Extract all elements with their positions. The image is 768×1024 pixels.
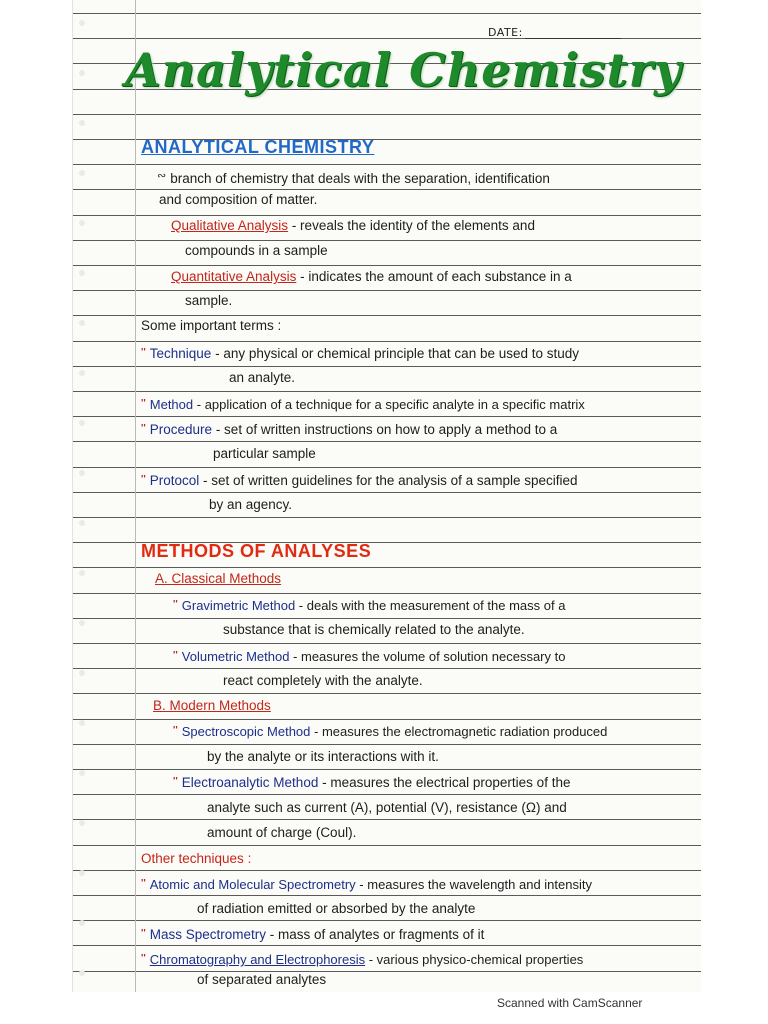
binder-hole (79, 270, 85, 276)
ruled-line (73, 971, 701, 972)
scanner-watermark: Scanned with CamScanner (497, 996, 643, 1010)
mass-spec-line (141, 923, 484, 946)
ruled-line (73, 517, 701, 518)
term-method-desc: - application of a technique for a specific analyte in a specific matrix (193, 397, 585, 412)
term-protocol-desc: - set of written guidelines for the analysis of a sample specified (199, 473, 578, 488)
ruled-line (73, 744, 701, 745)
bullet-icon: '' (173, 599, 178, 610)
spectrometry-line-2: of radiation emitted or absorbed by the analyte (197, 901, 476, 916)
electroanalytic-desc-1: - measures the electrical properties of the (318, 775, 571, 790)
mass-spec-desc: - mass of analytes or fragments of it (266, 927, 485, 942)
ruled-line (73, 769, 701, 770)
definition-text-1: branch of chemistry that deals with the separation, identification (170, 171, 550, 186)
binder-hole (79, 520, 85, 526)
term-technique-desc-2: an analyte. (229, 370, 296, 385)
definition-line-2: and composition of matter. (159, 192, 318, 207)
electroanalytic-line-3: amount of charge (Coul). (207, 825, 357, 840)
modern-methods-heading: B. Modern Methods (153, 698, 271, 713)
terms-heading: Some important terms : (141, 318, 282, 333)
term-method: Method (149, 397, 194, 412)
ruled-line (73, 114, 701, 115)
ruled-line (73, 416, 701, 417)
chromatography-term: Chromatography and Electrophoresis (149, 952, 366, 967)
binder-hole (79, 420, 85, 426)
ruled-line (73, 668, 701, 669)
quantitative-line-2: sample. (185, 293, 233, 308)
gravimetric-desc-1: - deals with the measurement of the mass of a (295, 598, 566, 613)
term-item-method (141, 393, 585, 416)
bullet-icon: '' (173, 776, 178, 787)
term-procedure: Procedure (149, 422, 213, 437)
ruled-line (73, 845, 701, 846)
ruled-line (73, 290, 701, 291)
electroanalytic-line-1 (173, 771, 570, 794)
volumetric-line-2: react completely with the analyte. (223, 673, 423, 688)
qualitative-line-2: compounds in a sample (185, 243, 328, 258)
qualitative-desc-1: - reveals the identity of the elements and (288, 218, 535, 233)
bullet-icon: '' (141, 423, 146, 434)
chromatography-desc-1: - various physico-chemical properties (365, 952, 584, 967)
spectrometry-line-1 (141, 873, 592, 896)
volumetric-desc-1: - measures the volume of solution necessary to (289, 649, 566, 664)
bullet-icon: '' (141, 474, 146, 485)
binder-hole (79, 820, 85, 826)
binder-hole (79, 470, 85, 476)
term-protocol-desc-2: by an agency. (209, 497, 293, 512)
qualitative-term: Qualitative Analysis (171, 218, 289, 233)
electroanalytic-term: Electroanalytic Method (181, 775, 319, 790)
ruled-line (73, 467, 701, 468)
ruled-line (73, 391, 701, 392)
quantitative-line-1 (171, 266, 572, 288)
date-label: DATE: (488, 26, 523, 39)
spectroscopic-line-2: by the analyte or its interactions with it. (207, 749, 439, 764)
electroanalytic-line-2: analyte such as current (A), potential (V), resistance (Ω) and (207, 800, 567, 815)
ruled-line (73, 819, 701, 820)
bullet-icon: '' (173, 725, 178, 736)
binder-hole (79, 870, 85, 876)
spectrometry-term: Atomic and Molecular Spectrometry (149, 877, 356, 892)
ruled-line (73, 441, 701, 442)
spectroscopic-desc-1: - measures the electromagnetic radiation produced (310, 724, 608, 739)
term-technique: Technique (149, 346, 212, 361)
spectrometry-desc-1: - measures the wavelength and intensity (355, 877, 592, 892)
ruled-line (73, 693, 701, 694)
binder-hole (79, 570, 85, 576)
gravimetric-line-1 (173, 594, 565, 617)
binder-hole (79, 720, 85, 726)
ruled-line (73, 366, 701, 367)
bullet-icon: '' (173, 650, 178, 661)
other-techniques-heading: Other techniques : (141, 851, 252, 866)
ruled-line (73, 240, 701, 241)
definition-line-1 (157, 165, 550, 190)
bullet-icon: '' (141, 878, 146, 889)
margin-line (135, 0, 136, 992)
binder-hole (79, 670, 85, 676)
binder-hole (79, 170, 85, 176)
quantitative-desc-1: - indicates the amount of each substance in a (296, 269, 572, 284)
term-item-procedure (141, 418, 557, 441)
term-procedure-desc-2: particular sample (213, 446, 316, 461)
ruled-line (73, 13, 701, 14)
date-blank-line (525, 38, 621, 39)
bullet-icon: '' (141, 398, 146, 409)
binder-hole (79, 620, 85, 626)
binder-hole (79, 970, 85, 976)
bullet-icon: '' (141, 347, 146, 358)
binder-hole (79, 220, 85, 226)
spectroscopic-term: Spectroscopic Method (181, 724, 311, 739)
binder-hole (79, 920, 85, 926)
term-technique-desc: - any physical or chemical principle that can be used to study (211, 346, 580, 361)
volumetric-line-1 (173, 645, 565, 668)
notebook-page (72, 0, 701, 992)
ruled-line (73, 920, 701, 921)
volumetric-term: Volumetric Method (181, 649, 290, 664)
ruled-line (73, 870, 701, 871)
binder-hole (79, 370, 85, 376)
section-heading-methods: METHODS OF ANALYSES (141, 541, 372, 561)
term-item-protocol (141, 469, 578, 492)
ruled-line (73, 492, 701, 493)
quantitative-term: Quantitative Analysis (171, 269, 297, 284)
term-procedure-desc: - set of written instructions on how to apply a method to a (212, 422, 558, 437)
term-item-technique (141, 342, 579, 365)
binder-hole (79, 70, 85, 76)
binder-hole (79, 120, 85, 126)
page-title: Analytical Chemistry (125, 43, 682, 97)
section-heading-analytical-chemistry: ANALYTICAL CHEMISTRY (141, 137, 375, 157)
gravimetric-term: Gravimetric Method (181, 598, 296, 613)
chromatography-line-2: of separated analytes (197, 972, 327, 987)
binder-hole (79, 20, 85, 26)
spectroscopic-line-1 (173, 720, 607, 743)
chromatography-line-1 (141, 948, 583, 971)
bullet-icon: '' (141, 928, 146, 939)
binder-hole (79, 770, 85, 776)
ruled-line (73, 794, 701, 795)
binder-hole (79, 320, 85, 326)
term-protocol: Protocol (149, 473, 200, 488)
bullet-icon: '' (141, 953, 146, 964)
mass-spec-term: Mass Spectrometry (149, 927, 267, 942)
ruled-line (73, 643, 701, 644)
bullet-icon: ∾ (157, 170, 167, 182)
classical-methods-heading: A. Classical Methods (155, 571, 282, 586)
qualitative-line-1 (171, 215, 535, 237)
gravimetric-line-2: substance that is chemically related to the analyte. (223, 622, 525, 637)
